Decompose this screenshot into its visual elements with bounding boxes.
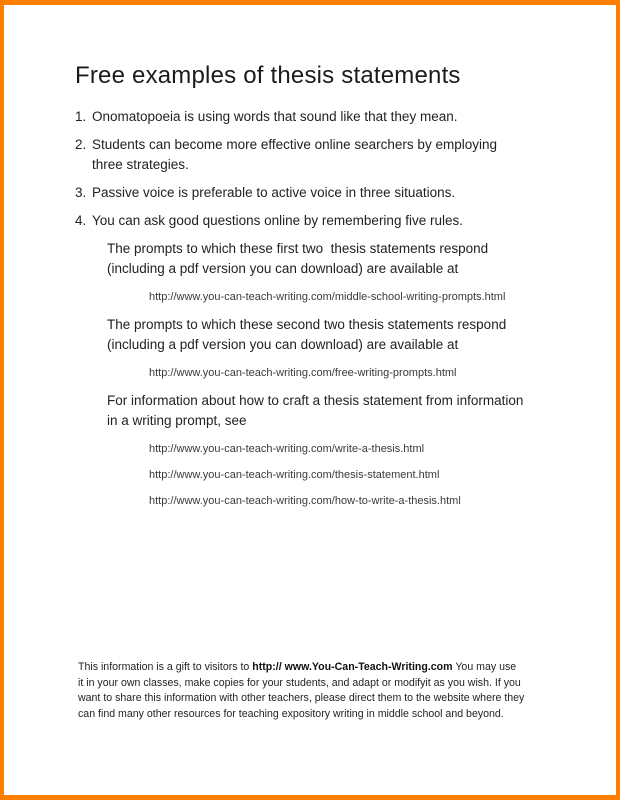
prompt-section-second-two [75, 315, 580, 381]
footer-line: want to share this information with other teachers, please direct them to the website where they [78, 692, 525, 705]
footer-text: This information is a gift to visitors to [78, 661, 253, 673]
list-item [75, 183, 580, 203]
page-title: Free examples of thesis statements [75, 62, 461, 89]
list-item [75, 107, 580, 127]
prompt-section-first-two [75, 239, 580, 305]
resource-url: http://www.you-can-teach-writing.com/free-writing-prompts.html [149, 367, 457, 379]
resource-url: http://www.you-can-teach-writing.com/write-a-thesis.html [149, 443, 425, 455]
list-item-text: Onomatopoeia is using words that sound like that they mean. [92, 109, 458, 124]
prompt-paragraph: The prompts to which these first two thesis statements respond (including a pdf version you can download) are available at [107, 241, 489, 276]
list-item-number: 4. [75, 213, 87, 228]
resource-url: http://www.you-can-teach-writing.com/middle-school-writing-prompts.html [149, 291, 506, 303]
list-item-number: 3. [75, 185, 87, 200]
thesis-statements-list [75, 107, 580, 231]
footer-line: it in your own classes, make copies for your students, and adapt or modifyit as you wish. If you [78, 676, 521, 689]
footer-text: You may use [452, 661, 517, 673]
footer-line [78, 660, 524, 676]
list-item-text: Students can become more effective online searchers by employing [92, 137, 497, 152]
document-content [4, 5, 616, 509]
craft-thesis-section [75, 391, 580, 509]
resource-url: http://www.you-can-teach-writing.com/thesis-statement.html [149, 469, 440, 481]
list-item-text: Passive voice is preferable to active voice in three situations. [92, 185, 456, 200]
footer-site-url: http:// www.You-Can-Teach-Writing.com [252, 661, 453, 673]
list-item-number: 2. [75, 137, 87, 152]
footer-line: can find many other resources for teaching expository writing in middle school and beyond. [78, 707, 504, 720]
prompt-paragraph: For information about how to craft a thesis statement from information in a writing prompt, see [107, 393, 524, 428]
prompt-paragraph: The prompts to which these second two thesis statements respond (including a pdf version you can download) are available at [107, 317, 507, 352]
list-item-number: 1. [75, 109, 87, 124]
list-item [75, 211, 580, 231]
resource-url: http://www.you-can-teach-writing.com/how-to-write-a-thesis.html [149, 495, 461, 507]
list-item [75, 135, 580, 175]
footer-note [78, 660, 524, 722]
list-item-text: three strategies. [92, 157, 189, 172]
list-item-text: You can ask good questions online by remembering five rules. [92, 213, 463, 228]
